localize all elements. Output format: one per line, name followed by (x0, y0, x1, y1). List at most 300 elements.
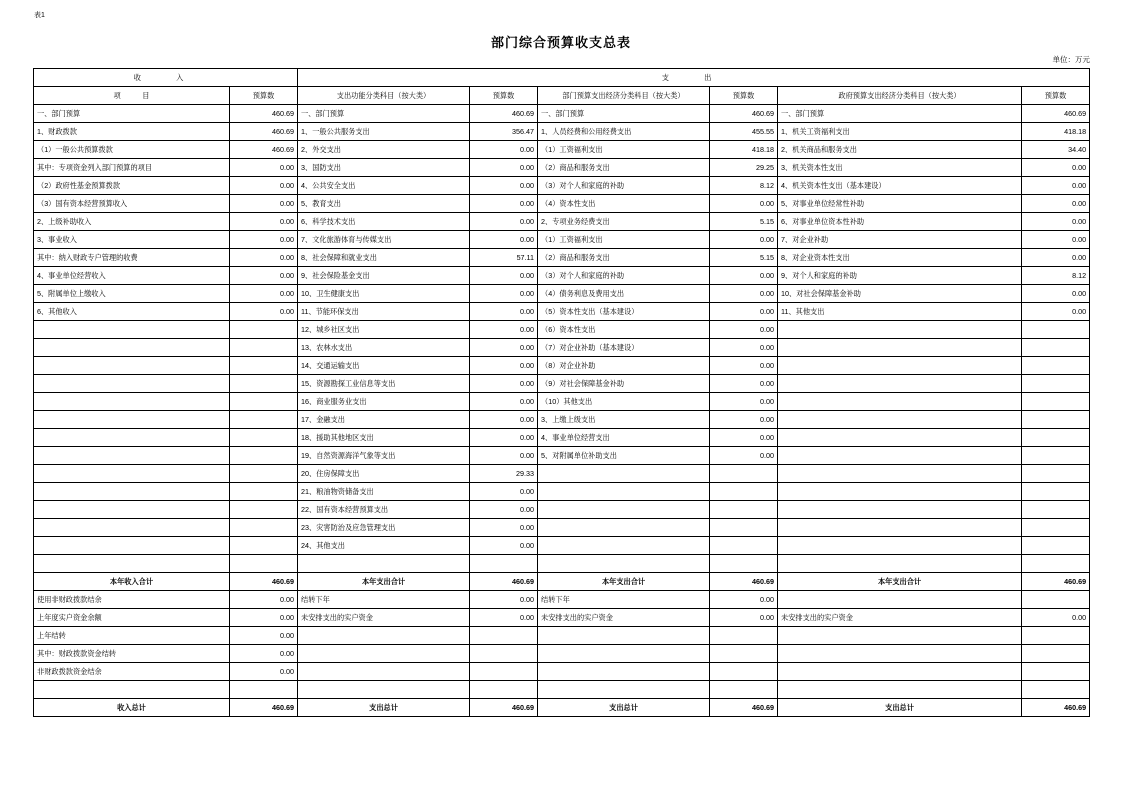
spacer-cell (298, 555, 470, 573)
tail-econ-dept-label: 结转下年 (538, 591, 710, 609)
tail-func-label: 结转下年 (298, 591, 470, 609)
econ-dept-item-label (538, 519, 710, 537)
econ-gov-item-value (1022, 321, 1090, 339)
subtotal-func-value: 460.69 (470, 573, 538, 591)
econ-gov-item-label: 11、其他支出 (778, 303, 1022, 321)
econ-dept-item-value (710, 501, 778, 519)
func-item-label: 8、社会保障和就业支出 (298, 249, 470, 267)
econ-gov-item-value: 0.00 (1022, 231, 1090, 249)
table-spacer-row (34, 681, 1090, 699)
econ-dept-item-label: （5）资本性支出（基本建设） (538, 303, 710, 321)
income-item-label (34, 483, 230, 501)
income-item-value (230, 501, 298, 519)
econ-gov-item-label (778, 357, 1022, 375)
econ-dept-item-label: （8）对企业补助 (538, 357, 710, 375)
spacer-cell (778, 681, 1022, 699)
func-item-label: 21、粮油物资储备支出 (298, 483, 470, 501)
econ-dept-item-label (538, 537, 710, 555)
econ-gov-item-value: 0.00 (1022, 213, 1090, 231)
income-item-label: 1、财政拨款 (34, 123, 230, 141)
tail-income-value: 0.00 (230, 609, 298, 627)
func-item-label: 10、卫生健康支出 (298, 285, 470, 303)
grand-total-func-label: 支出总计 (298, 699, 470, 717)
func-item-label: 11、节能环保支出 (298, 303, 470, 321)
econ-dept-item-value: 0.00 (710, 447, 778, 465)
econ-dept-item-value: 0.00 (710, 375, 778, 393)
econ-dept-item-value: 8.12 (710, 177, 778, 195)
func-item-label: 16、商业服务业支出 (298, 393, 470, 411)
econ-gov-item-value (1022, 465, 1090, 483)
header-income-group: 收 入 (34, 69, 298, 87)
func-item-value: 0.00 (470, 141, 538, 159)
income-item-label (34, 519, 230, 537)
table-row (34, 447, 1090, 465)
econ-gov-item-value: 34.40 (1022, 141, 1090, 159)
econ-gov-item-value (1022, 429, 1090, 447)
table-tail-row (34, 609, 1090, 627)
table-group-header-row (34, 69, 1090, 87)
grand-total-income-value: 460.69 (230, 699, 298, 717)
econ-dept-item-value (710, 483, 778, 501)
table-row (34, 195, 1090, 213)
table-row (34, 537, 1090, 555)
grand-total-econ-dept-label: 支出总计 (538, 699, 710, 717)
tail-econ-dept-label (538, 663, 710, 681)
func-item-label: 13、农林水支出 (298, 339, 470, 357)
econ-gov-item-value: 0.00 (1022, 195, 1090, 213)
income-item-label: 5、附属单位上缴收入 (34, 285, 230, 303)
econ-gov-item-value (1022, 411, 1090, 429)
econ-gov-item-label: 9、对个人和家庭的补助 (778, 267, 1022, 285)
econ-gov-item-label (778, 411, 1022, 429)
econ-gov-item-label (778, 483, 1022, 501)
table-row (34, 357, 1090, 375)
income-item-label: 2、上级补助收入 (34, 213, 230, 231)
econ-gov-item-value: 0.00 (1022, 285, 1090, 303)
tail-income-label: 使用非财政拨款结余 (34, 591, 230, 609)
tail-econ-dept-value (710, 645, 778, 663)
income-item-label (34, 321, 230, 339)
func-item-label: 5、教育支出 (298, 195, 470, 213)
table-row (34, 411, 1090, 429)
econ-gov-item-label (778, 375, 1022, 393)
econ-dept-item-label (538, 465, 710, 483)
income-item-label: 4、事业单位经营收入 (34, 267, 230, 285)
subtotal-econ-gov-value: 460.69 (1022, 573, 1090, 591)
func-item-label: 15、资源勘探工业信息等支出 (298, 375, 470, 393)
header-expense-group: 支 出 (298, 69, 1090, 87)
econ-dept-item-value: 29.25 (710, 159, 778, 177)
econ-dept-item-label: （7）对企业补助（基本建设） (538, 339, 710, 357)
econ-gov-item-value (1022, 519, 1090, 537)
income-item-value: 460.69 (230, 105, 298, 123)
income-item-label: （2）政府性基金预算拨款 (34, 177, 230, 195)
tail-func-value: 0.00 (470, 609, 538, 627)
header-col-item: 项 目 (34, 87, 230, 105)
income-item-value: 460.69 (230, 123, 298, 141)
func-item-label: 4、公共安全支出 (298, 177, 470, 195)
tail-func-label: 未安排支出的实户资金 (298, 609, 470, 627)
tail-income-label: 非财政拨款资金结余 (34, 663, 230, 681)
income-item-value: 0.00 (230, 195, 298, 213)
income-item-label (34, 465, 230, 483)
func-item-value: 0.00 (470, 267, 538, 285)
grand-total-income-label: 收入总计 (34, 699, 230, 717)
econ-gov-item-value: 0.00 (1022, 177, 1090, 195)
tail-econ-dept-value: 0.00 (710, 591, 778, 609)
income-item-label (34, 393, 230, 411)
spacer-cell (34, 555, 230, 573)
spacer-cell (1022, 555, 1090, 573)
econ-dept-item-value: 0.00 (710, 195, 778, 213)
func-item-value: 0.00 (470, 411, 538, 429)
spacer-cell (1022, 681, 1090, 699)
income-item-value: 0.00 (230, 267, 298, 285)
income-item-label (34, 537, 230, 555)
spacer-cell (710, 555, 778, 573)
spacer-cell (230, 555, 298, 573)
tail-econ-dept-label (538, 627, 710, 645)
econ-dept-item-value (710, 537, 778, 555)
econ-dept-item-value: 0.00 (710, 285, 778, 303)
table-row (34, 123, 1090, 141)
econ-gov-item-label: 10、对社会保障基金补助 (778, 285, 1022, 303)
income-item-value (230, 339, 298, 357)
econ-dept-item-label: （1）工资福利支出 (538, 231, 710, 249)
income-item-value: 0.00 (230, 231, 298, 249)
spacer-cell (470, 555, 538, 573)
subtotal-econ-dept-value: 460.69 (710, 573, 778, 591)
subtotal-func-label: 本年支出合计 (298, 573, 470, 591)
econ-dept-item-value: 0.00 (710, 339, 778, 357)
func-item-label: 6、科学技术支出 (298, 213, 470, 231)
subtotal-income-label: 本年收入合计 (34, 573, 230, 591)
func-item-value: 0.00 (470, 303, 538, 321)
income-item-value: 460.69 (230, 141, 298, 159)
table-row (34, 213, 1090, 231)
income-item-label (34, 375, 230, 393)
func-item-label: 23、灾害防治及应急管理支出 (298, 519, 470, 537)
tail-econ-gov-value: 0.00 (1022, 609, 1090, 627)
func-item-label: 7、文化旅游体育与传媒支出 (298, 231, 470, 249)
income-item-value (230, 537, 298, 555)
func-item-value: 0.00 (470, 231, 538, 249)
income-item-value: 0.00 (230, 213, 298, 231)
econ-gov-item-label (778, 447, 1022, 465)
table-row (34, 231, 1090, 249)
econ-gov-item-value (1022, 339, 1090, 357)
econ-gov-item-label (778, 339, 1022, 357)
econ-dept-item-value: 5.15 (710, 213, 778, 231)
econ-dept-item-value (710, 465, 778, 483)
econ-dept-item-value: 0.00 (710, 393, 778, 411)
spacer-cell (230, 681, 298, 699)
econ-gov-item-label: 3、机关资本性支出 (778, 159, 1022, 177)
func-item-value: 0.00 (470, 159, 538, 177)
func-item-value: 57.11 (470, 249, 538, 267)
table-spacer-row (34, 555, 1090, 573)
func-item-value: 0.00 (470, 501, 538, 519)
econ-dept-item-label: （2）商品和服务支出 (538, 249, 710, 267)
header-col-econ-dept: 部门预算支出经济分类科目（按大类） (538, 87, 710, 105)
econ-dept-item-label: 一、部门预算 (538, 105, 710, 123)
econ-gov-item-label: 2、机关商品和服务支出 (778, 141, 1022, 159)
table-row (34, 501, 1090, 519)
income-item-value (230, 519, 298, 537)
func-item-value: 0.00 (470, 195, 538, 213)
table-row (34, 483, 1090, 501)
grand-total-row (34, 699, 1090, 717)
econ-gov-item-label (778, 537, 1022, 555)
spacer-cell (710, 681, 778, 699)
table-row (34, 177, 1090, 195)
spacer-cell (778, 555, 1022, 573)
func-item-value: 0.00 (470, 429, 538, 447)
econ-dept-item-label: （10）其他支出 (538, 393, 710, 411)
func-item-label: 2、外交支出 (298, 141, 470, 159)
func-item-label: 12、城乡社区支出 (298, 321, 470, 339)
econ-gov-item-label: 一、部门预算 (778, 105, 1022, 123)
tail-econ-gov-label (778, 645, 1022, 663)
econ-dept-item-value: 455.55 (710, 123, 778, 141)
func-item-label: 20、住房保障支出 (298, 465, 470, 483)
income-item-label (34, 429, 230, 447)
income-item-label (34, 339, 230, 357)
table-row (34, 339, 1090, 357)
econ-dept-item-label: 1、人员经费和公用经费支出 (538, 123, 710, 141)
income-item-label (34, 447, 230, 465)
econ-gov-item-value (1022, 375, 1090, 393)
econ-dept-item-value: 0.00 (710, 321, 778, 339)
subtotal-econ-dept-label: 本年支出合计 (538, 573, 710, 591)
income-item-label: 其中：专项资金列入部门预算的项目 (34, 159, 230, 177)
table-tail-row (34, 663, 1090, 681)
header-col-econ-dept-budget: 预算数 (710, 87, 778, 105)
econ-dept-item-label: 3、上缴上级支出 (538, 411, 710, 429)
tail-income-label: 上年度实户资金余额 (34, 609, 230, 627)
income-item-value (230, 483, 298, 501)
tail-econ-gov-value (1022, 663, 1090, 681)
func-item-label: 14、交通运输支出 (298, 357, 470, 375)
tail-econ-gov-value (1022, 627, 1090, 645)
func-item-value: 0.00 (470, 321, 538, 339)
header-col-budget: 预算数 (230, 87, 298, 105)
income-item-value: 0.00 (230, 285, 298, 303)
grand-total-econ-gov-value: 460.69 (1022, 699, 1090, 717)
table-tail-row (34, 591, 1090, 609)
income-item-label: 其中：纳入财政专户管理的收费 (34, 249, 230, 267)
income-item-label (34, 411, 230, 429)
tail-econ-dept-value (710, 663, 778, 681)
income-item-value (230, 393, 298, 411)
income-item-value: 0.00 (230, 249, 298, 267)
econ-gov-item-label (778, 501, 1022, 519)
econ-dept-item-value: 418.18 (710, 141, 778, 159)
func-item-label: 3、国防支出 (298, 159, 470, 177)
econ-gov-item-value: 0.00 (1022, 249, 1090, 267)
tail-func-value (470, 663, 538, 681)
func-item-value: 0.00 (470, 357, 538, 375)
income-item-label: （3）国有资本经营预算收入 (34, 195, 230, 213)
table-row (34, 393, 1090, 411)
header-col-func-budget: 预算数 (470, 87, 538, 105)
grand-total-econ-gov-label: 支出总计 (778, 699, 1022, 717)
econ-dept-item-value: 5.15 (710, 249, 778, 267)
econ-dept-item-value: 0.00 (710, 411, 778, 429)
func-item-value: 29.33 (470, 465, 538, 483)
table-row (34, 429, 1090, 447)
tail-econ-gov-label (778, 663, 1022, 681)
tail-econ-gov-label: 未安排支出的实户资金 (778, 609, 1022, 627)
grand-total-econ-dept-value: 460.69 (710, 699, 778, 717)
income-item-value: 0.00 (230, 177, 298, 195)
table-row (34, 159, 1090, 177)
econ-gov-item-value: 8.12 (1022, 267, 1090, 285)
income-item-label (34, 501, 230, 519)
econ-gov-item-label (778, 321, 1022, 339)
table-row (34, 375, 1090, 393)
income-item-label: （1）一般公共预算拨款 (34, 141, 230, 159)
econ-gov-item-value: 460.69 (1022, 105, 1090, 123)
income-item-label: 3、事业收入 (34, 231, 230, 249)
income-item-value (230, 447, 298, 465)
econ-gov-item-label (778, 429, 1022, 447)
sheet-label: 表1 (34, 12, 45, 19)
table-row (34, 465, 1090, 483)
table-row (34, 519, 1090, 537)
econ-dept-item-label: （6）资本性支出 (538, 321, 710, 339)
econ-gov-item-value (1022, 357, 1090, 375)
table-row (34, 321, 1090, 339)
func-item-value: 0.00 (470, 393, 538, 411)
func-item-value: 0.00 (470, 375, 538, 393)
header-col-econ-gov: 政府预算支出经济分类科目（按大类） (778, 87, 1022, 105)
income-item-value (230, 375, 298, 393)
econ-dept-item-label (538, 483, 710, 501)
econ-gov-item-value (1022, 501, 1090, 519)
func-item-value: 0.00 (470, 519, 538, 537)
func-item-label: 18、援助其他地区支出 (298, 429, 470, 447)
econ-gov-item-label: 4、机关资本性支出（基本建设） (778, 177, 1022, 195)
econ-dept-item-value: 0.00 (710, 429, 778, 447)
tail-econ-dept-value: 0.00 (710, 609, 778, 627)
tail-func-label (298, 645, 470, 663)
econ-dept-item-value (710, 519, 778, 537)
spacer-cell (470, 681, 538, 699)
econ-gov-item-label: 1、机关工资福利支出 (778, 123, 1022, 141)
tail-func-value (470, 645, 538, 663)
econ-gov-item-value: 418.18 (1022, 123, 1090, 141)
func-item-label: 19、自然资源海洋气象等支出 (298, 447, 470, 465)
tail-income-value: 0.00 (230, 591, 298, 609)
econ-dept-item-label: （4）资本性支出 (538, 195, 710, 213)
table-row (34, 249, 1090, 267)
tail-econ-gov-value (1022, 645, 1090, 663)
econ-dept-item-label: （1）工资福利支出 (538, 141, 710, 159)
tail-econ-gov-label (778, 627, 1022, 645)
table-row (34, 105, 1090, 123)
tail-econ-dept-label (538, 645, 710, 663)
table-row (34, 267, 1090, 285)
table-row (34, 303, 1090, 321)
econ-dept-item-value: 0.00 (710, 231, 778, 249)
page-title: 部门综合预算收支总表 (490, 35, 631, 50)
econ-gov-item-value (1022, 537, 1090, 555)
econ-gov-item-label: 6、对事业单位资本性补助 (778, 213, 1022, 231)
spacer-cell (538, 681, 710, 699)
econ-dept-item-label: （3）对个人和家庭的补助 (538, 177, 710, 195)
econ-gov-item-value (1022, 483, 1090, 501)
econ-dept-item-value: 0.00 (710, 357, 778, 375)
income-item-value: 0.00 (230, 303, 298, 321)
econ-gov-item-label: 8、对企业资本性支出 (778, 249, 1022, 267)
econ-dept-item-label: （3）对个人和家庭的补助 (538, 267, 710, 285)
func-item-value: 0.00 (470, 447, 538, 465)
tail-func-value (470, 627, 538, 645)
econ-dept-item-label (538, 501, 710, 519)
func-item-value: 0.00 (470, 339, 538, 357)
grand-total-func-value: 460.69 (470, 699, 538, 717)
econ-dept-item-label: （4）债务利息及费用支出 (538, 285, 710, 303)
econ-gov-item-value (1022, 447, 1090, 465)
income-item-label (34, 357, 230, 375)
header-col-econ-gov-budget: 预算数 (1022, 87, 1090, 105)
tail-income-value: 0.00 (230, 627, 298, 645)
subtotal-row (34, 573, 1090, 591)
table-row (34, 285, 1090, 303)
tail-income-label: 其中：财政拨款资金结转 (34, 645, 230, 663)
func-item-value: 0.00 (470, 537, 538, 555)
econ-gov-item-label (778, 393, 1022, 411)
func-item-label: 24、其他支出 (298, 537, 470, 555)
tail-func-label (298, 663, 470, 681)
econ-dept-item-label: 5、对附属单位补助支出 (538, 447, 710, 465)
income-item-label: 一、部门预算 (34, 105, 230, 123)
econ-gov-item-value (1022, 393, 1090, 411)
econ-gov-item-value: 0.00 (1022, 303, 1090, 321)
income-item-value: 0.00 (230, 159, 298, 177)
tail-econ-dept-label: 未安排支出的实户资金 (538, 609, 710, 627)
econ-gov-item-value: 0.00 (1022, 159, 1090, 177)
income-item-value (230, 321, 298, 339)
econ-gov-item-label: 5、对事业单位经常性补助 (778, 195, 1022, 213)
econ-dept-item-value: 460.69 (710, 105, 778, 123)
econ-gov-item-label (778, 465, 1022, 483)
income-item-value (230, 465, 298, 483)
spacer-cell (34, 681, 230, 699)
econ-dept-item-label: （9）对社会保障基金补助 (538, 375, 710, 393)
income-item-value (230, 429, 298, 447)
econ-dept-item-value: 0.00 (710, 303, 778, 321)
tail-income-label: 上年结转 (34, 627, 230, 645)
func-item-label: 9、社会保险基金支出 (298, 267, 470, 285)
econ-dept-item-label: （2）商品和服务支出 (538, 159, 710, 177)
func-item-label: 一、部门预算 (298, 105, 470, 123)
econ-dept-item-value: 0.00 (710, 267, 778, 285)
tail-econ-gov-value (1022, 591, 1090, 609)
table-tail-row (34, 645, 1090, 663)
tail-income-value: 0.00 (230, 645, 298, 663)
func-item-label: 17、金融支出 (298, 411, 470, 429)
func-item-label: 22、国有资本经营预算支出 (298, 501, 470, 519)
income-item-label: 6、其他收入 (34, 303, 230, 321)
econ-dept-item-label: 4、事业单位经营支出 (538, 429, 710, 447)
func-item-value: 0.00 (470, 213, 538, 231)
tail-func-label (298, 627, 470, 645)
func-item-value: 0.00 (470, 285, 538, 303)
income-item-value (230, 357, 298, 375)
subtotal-income-value: 460.69 (230, 573, 298, 591)
